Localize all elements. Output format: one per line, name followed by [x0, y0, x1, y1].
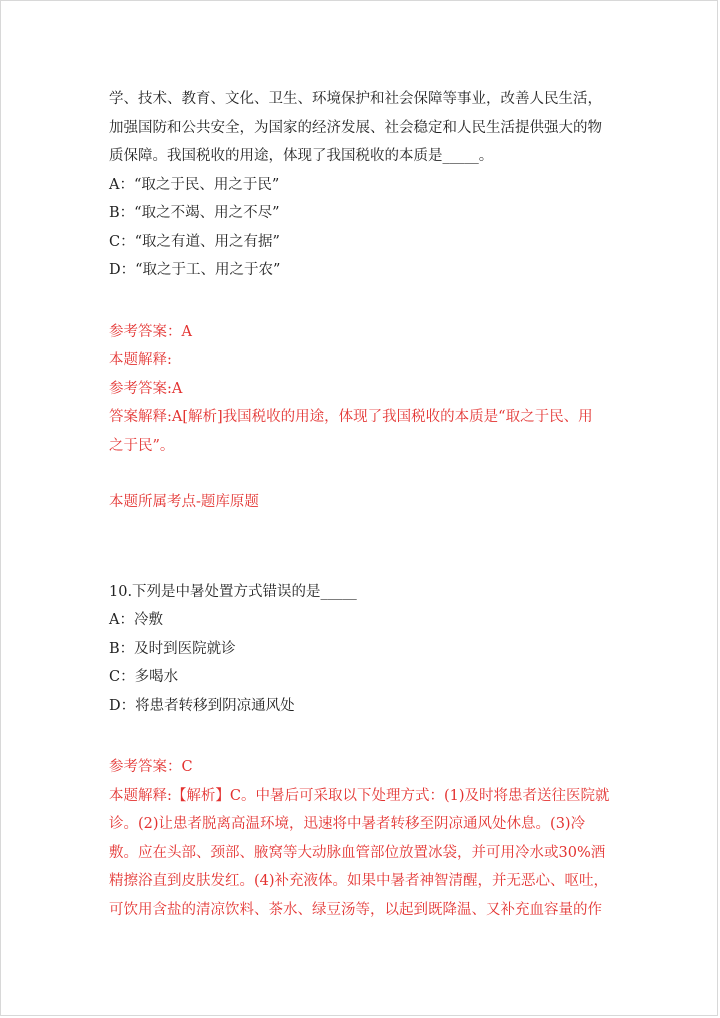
option-d: D：“取之于工、用之于农” — [109, 262, 281, 278]
spacer — [109, 285, 615, 318]
analysis-line: 之于民”。 — [109, 437, 175, 454]
explanation-label: 本题解释: — [109, 352, 172, 368]
explanation-line: 敷。应在头部、颈部、腋窝等大动脉血管部位放置冰袋，并可用冷水或30%酒 — [109, 844, 606, 861]
source-label: 本题所属考点-题库原题 — [109, 494, 259, 510]
option-c: C：多喝水 — [109, 669, 179, 685]
spacer — [109, 460, 615, 488]
analysis-line: 答案解释:A[解析]我国税收的用途，体现了我国税收的本质是“取之于民、用 — [109, 409, 593, 425]
answer-label: 参考答案：C — [109, 759, 193, 775]
page-content — [109, 85, 615, 924]
explanation-line: 本题解释:【解析】C。中暑后可采取以下处理方式：(1)及时将患者送往医院就 — [109, 787, 610, 804]
question-stem: 10.下列是中暑处置方式错误的是_____ — [109, 583, 357, 600]
explanation-line: 精擦浴直到皮肤发红。(4)补充液体。如果中暑者神智清醒，并无恶心、呕吐， — [109, 873, 609, 889]
question-stem-line: 质保障。我国税收的用途，体现了我国税收的本质是_____。 — [109, 148, 494, 164]
explanation-line: 可饮用含盐的清凉饮料、茶水、绿豆汤等，以起到既降温、又补充血容量的作 — [109, 901, 602, 918]
answer-block-9 — [109, 318, 615, 517]
question-stem-line: 学、技术、教育、文化、卫生、环境保护和社会保障等事业，改善人民生活， — [109, 91, 602, 107]
explanation-line: 诊。(2)让患者脱离高温环境，迅速将中暑者转移至阴凉通风处休息。(3)冷 — [109, 816, 586, 832]
spacer — [109, 720, 615, 753]
answer-label: 参考答案：A — [109, 323, 192, 340]
answer-block-10 — [109, 753, 615, 924]
question-9 — [109, 85, 615, 285]
question-10 — [109, 578, 615, 721]
option-c: C：“取之有道、用之有据” — [109, 233, 280, 250]
option-a: A：冷敷 — [109, 612, 163, 628]
option-d: D：将患者转移到阴凉通风处 — [109, 697, 295, 714]
answer-label-2: 参考答案:A — [109, 380, 183, 397]
spacer — [109, 517, 615, 578]
question-stem-line: 加强国防和公共安全，为国家的经济发展、社会稳定和人民生活提供强大的物 — [109, 119, 602, 136]
option-b: B：及时到医院就诊 — [109, 640, 236, 657]
option-b: B：“取之不竭、用之不尽” — [109, 205, 280, 221]
option-a: A：“取之于民、用之于民” — [109, 176, 280, 193]
